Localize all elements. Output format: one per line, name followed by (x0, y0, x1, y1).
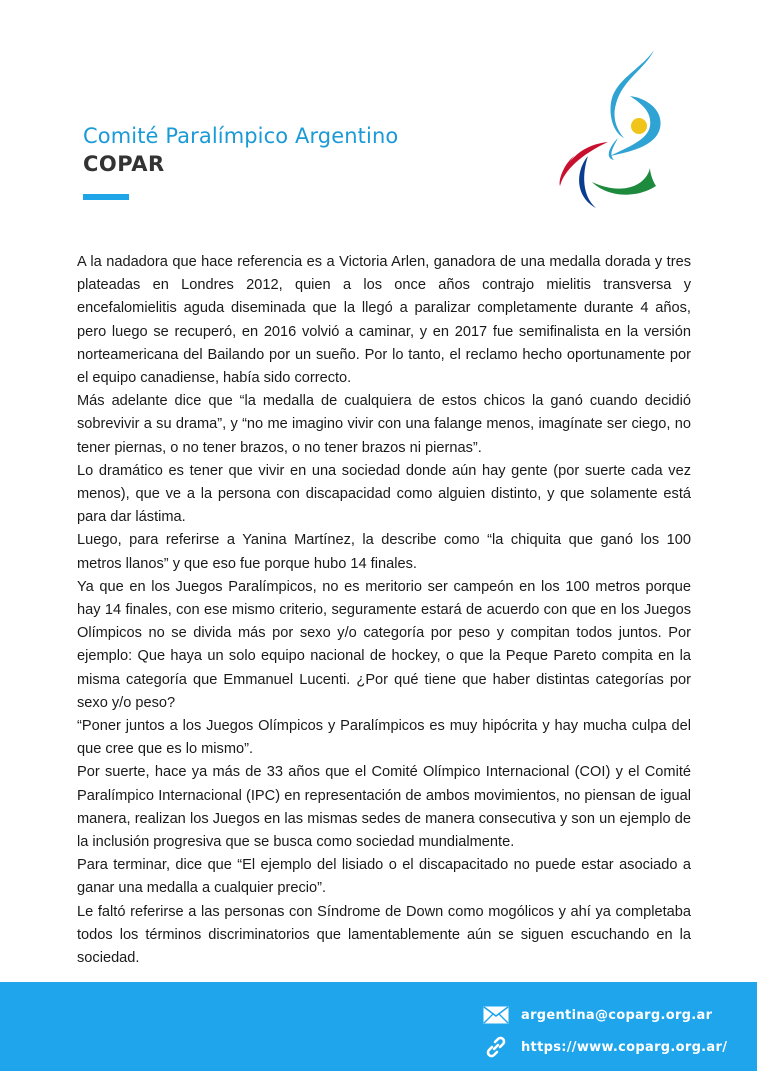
email-address[interactable]: argentina@coparg.org.ar (521, 1007, 713, 1023)
paragraph: Luego, para referirse a Yanina Martínez, la describe como “la chiquita que ganó los 100 metros llanos” y que eso fue porque hubo 14 finales. (77, 532, 691, 572)
paragraph: Más adelante dice que “la medalla de cualquiera de estos chicos la ganó cuando decidió sobrevivir a su drama”, y “no me imagino vivir con una falange menos, imagínate ser ciego, no tener piernas, o no tener brazos, o no tener brazos ni piernas”. (77, 393, 691, 456)
paragraph: Lo dramático es tener que vivir en una sociedad donde aún hay gente (por suerte cada vez menos), que ve a la persona con discapacidad como alguien distinto, y que solamente está para dar lástima. (77, 462, 691, 526)
paragraph: Para terminar, dice que “El ejemplo del lisiado o el discapacitado no puede estar asociado a ganar una medalla a cualquier precio”. (77, 857, 691, 897)
contact-footer (0, 982, 757, 1071)
link-icon (482, 1036, 510, 1058)
copar-paralympic-logo-icon (552, 46, 672, 212)
paragraph: “Poner juntos a los Juegos Olímpicos y Paralímpicos es muy hipócrita y hay mucha culpa del que cree que es lo mismo”. (77, 718, 691, 758)
paragraph: Por suerte, hace ya más de 33 años que el Comité Olímpico Internacional (COI) y el Comité Paralímpico Internacional (IPC) en representación de ambos movimientos, no piensan de igual manera, realizan los Juegos en las mismas sedes de manera consecutiva y son un ejemplo de la inclusión progresiva que se busca como sociedad mundialmente. (77, 764, 691, 851)
paragraph: Ya que en los Juegos Paralímpicos, no es meritorio ser campeón en los 100 metros porque hay 14 finales, con ese mismo criterio, seguramente estará de acuerdo con que en los Juegos Olímpicos no se divida más por sexo y/o categoría por peso y compitan todos juntos. Por ejemplo: Que haya un solo equipo nacional de hockey, o que la Peque Pareto compita en la misma categoría que Emmanuel Lucenti. ¿Por qué tiene que haber distintas categorías por sexo y/o peso? (77, 578, 691, 711)
letter-body (77, 251, 691, 970)
website-url[interactable]: https://www.coparg.org.ar/ (521, 1039, 728, 1055)
title-accent-bar (83, 194, 129, 200)
email-contact[interactable] (482, 1004, 712, 1026)
paragraph: A la nadadora que hace referencia es a Victoria Arlen, ganadora de una medalla dorada y tres plateadas en Londres 2012, quien a los once años contrajo mielitis transversa y encefalomielitis aguda diseminada que la llegó a paralizar completamente durante 4 años, pero luego se recuperó, en 2016 volvió a caminar, y en 2017 fue semifinalista en la versión norteamericana del Bailando por un sueño. Por lo tanto, el reclamo hecho oportunamente por el equipo canadiense, había sido correcto. (77, 254, 691, 387)
letterhead (0, 0, 760, 230)
organization-name: Comité Paralímpico Argentino (83, 124, 399, 148)
website-contact[interactable] (482, 1036, 727, 1058)
organization-acronym: COPAR (83, 152, 165, 176)
paragraph: Le faltó referirse a las personas con Síndrome de Down como mogólicos y ahí ya completaba todos los términos discriminatorios que lamentablemente aún se siguen escuchando en la sociedad. (77, 903, 691, 967)
envelope-icon (482, 1004, 510, 1026)
